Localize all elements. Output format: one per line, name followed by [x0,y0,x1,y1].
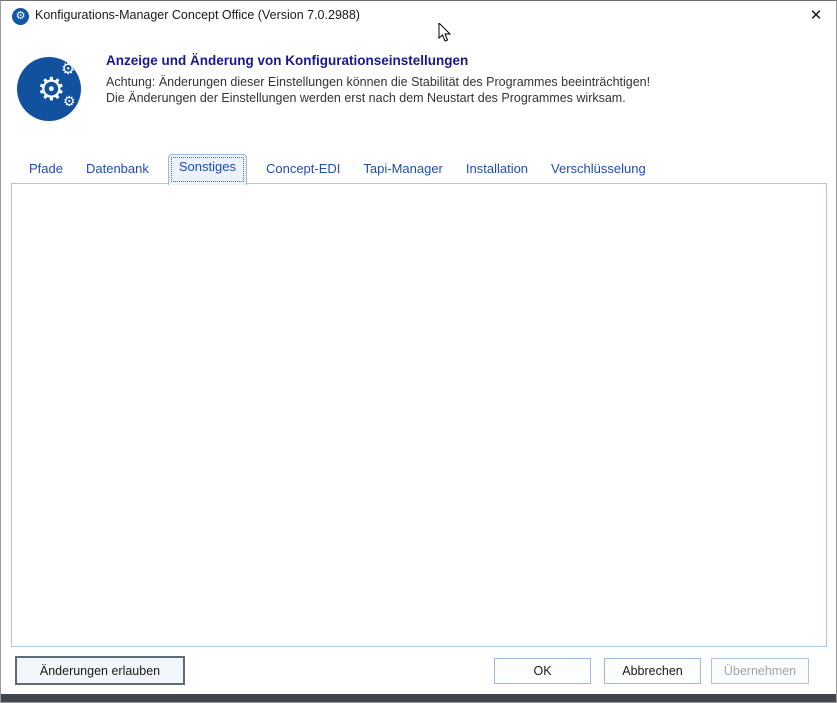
gear-icon: ⚙ [37,71,66,107]
app-gear-icon: ⚙ [12,8,29,25]
tab-verschluesselung[interactable]: Verschlüsselung [551,161,646,176]
gear-icon: ⚙ [63,93,76,109]
concept-office-logo [17,57,81,121]
mouse-cursor [438,23,452,43]
tab-strip [25,156,650,184]
tab-content-panel [11,183,827,647]
title-bar [1,1,836,31]
page-title: Anzeige und Änderung von Konfigurationseinstellungen [106,53,469,68]
cancel-button[interactable]: Abbrechen [604,658,701,684]
tab-tapi-manager[interactable]: Tapi-Manager [363,161,443,176]
aenderungen-erlauben-button[interactable]: Änderungen erlauben [15,656,185,685]
tab-installation[interactable]: Installation [465,161,529,176]
tab-concept-edi[interactable]: Concept-EDI [265,161,341,176]
window-bottom-edge [1,694,836,702]
tab-pfade[interactable]: Pfade [29,161,63,176]
ok-button[interactable]: OK [494,658,591,684]
close-icon[interactable]: ✕ [809,7,823,24]
apply-button[interactable]: Übernehmen [711,658,809,684]
tab-datenbank[interactable]: Datenbank [85,161,149,176]
gear-icon: ⚙ [61,61,76,78]
warning-text: Achtung: Änderungen dieser Einstellungen können die Stabilität des Programmes beeinträchtigen! Die Änderungen der Einstellungen werden erst nach dem Neustart des Programmes wirksam. [106,75,651,105]
window-title: Konfigurations-Manager Concept Office (Version 7.0.2988) [35,8,360,22]
tab-sonstiges[interactable]: Sonstiges [168,154,247,185]
